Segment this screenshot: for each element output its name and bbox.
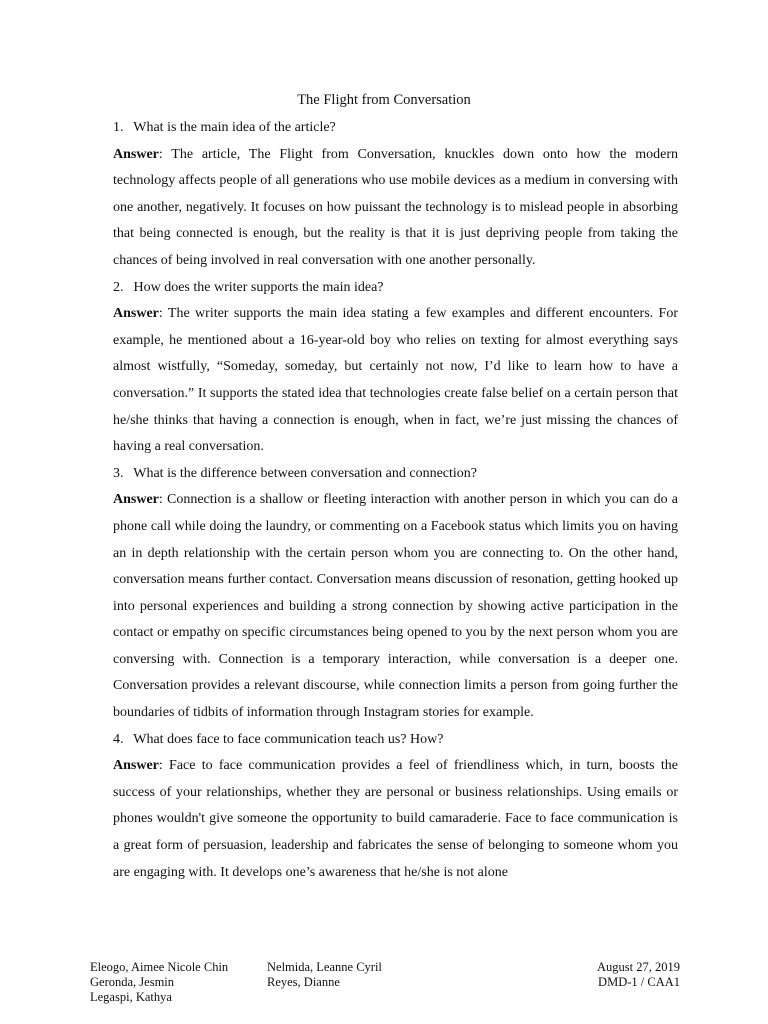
answer-text: : Face to face communication provides a feel of friendliness which, in turn, boosts the success of your relationships, whether they are personal or business relationships. Using emails or phones wouldn't give someone the opportunity to build camaraderie. Face to face communication is a great form of persuasion, leadership and fabricates the sense of belonging to someone whom you are engaging with. It develops one’s awareness that he/she is not alone [113, 758, 678, 880]
answer-label: Answer [113, 758, 159, 774]
footer-section: DMD-1 / CAA1 [598, 975, 680, 989]
answer-label: Answer [113, 306, 159, 322]
footer-date-section [597, 960, 680, 990]
question-text: What is the difference between conversation and connection? [133, 465, 478, 481]
question-text: What is the main idea of the article? [133, 120, 336, 135]
document-body [113, 115, 678, 886]
question-4 [113, 727, 678, 754]
author-name: Reyes, Dianne [267, 975, 340, 989]
question-1 [113, 115, 678, 142]
question-text: What does face to face communication teach us? How? [133, 731, 444, 747]
question-number: 3. [113, 465, 124, 481]
question-number: 4. [113, 731, 124, 747]
answer-text: : Connection is a shallow or fleeting interaction with another person in which you can do a phone call while doing the laundry, or commenting on a Facebook status which limits you on having an in depth relationship with the certain person whom you are connecting to. On the other hand, conversation means further contact. Conversation means discussion of resonation, getting hooked up into personal experiences and building a strong connection by showing active participation in the contact or empathy on specific circumstances being opened to you by the next person whom you are conversing with. Connection is a temporary interaction, while conversation is a deeper one. Conversation provides a relevant discourse, while connection limits a person from going further the boundaries of tidbits of information through Instagram stories for example. [113, 492, 678, 721]
answer-text: : The writer supports the main idea stating a few examples and different encounters. For example, he mentioned about a 16-year-old boy who relies on texting for almost everything says almost wistfully, “Someday, someday, but certainly not now, I’d like to learn how to have a conversation.” It supports the stated idea that technologies create false belief on a certain person that he/she thinks that having a connection is enough, when in fact, we’re just missing the chances of having a real conversation. [113, 306, 678, 455]
question-number: 2. [113, 279, 124, 295]
answer-1 [113, 142, 678, 275]
answer-text: : The article, The Flight from Conversation, knuckles down onto how the modern technology affects people of all generations who use mobile devices as a medium in conversing with one another, negatively. It focuses on how puissant the technology is to mislead people in absorbing that being connected is enough, but the reality is that it is just depriving people from taking the chances of being involved in real conversation with one another personally. [113, 146, 678, 268]
footer-authors-column-1 [90, 960, 228, 1005]
document-title: The Flight from Conversation [297, 92, 471, 108]
answer-label: Answer [113, 492, 159, 508]
question-3 [113, 461, 678, 488]
answer-label: Answer [113, 146, 159, 162]
answer-3 [113, 487, 678, 726]
author-name: Eleogo, Aimee Nicole Chin [90, 960, 229, 974]
answer-2 [113, 301, 678, 461]
answer-4 [113, 753, 678, 886]
author-name: Geronda, Jesmin [90, 975, 175, 989]
question-number: 1. [113, 120, 124, 135]
question-text: How does the writer supports the main idea? [133, 279, 384, 295]
author-name: Nelmida, Leanne Cyril [267, 960, 382, 974]
footer-authors-column-2 [267, 960, 382, 990]
author-name: Legaspi, Kathya [90, 990, 172, 1004]
footer-date: August 27, 2019 [597, 960, 680, 974]
question-2 [113, 275, 678, 302]
